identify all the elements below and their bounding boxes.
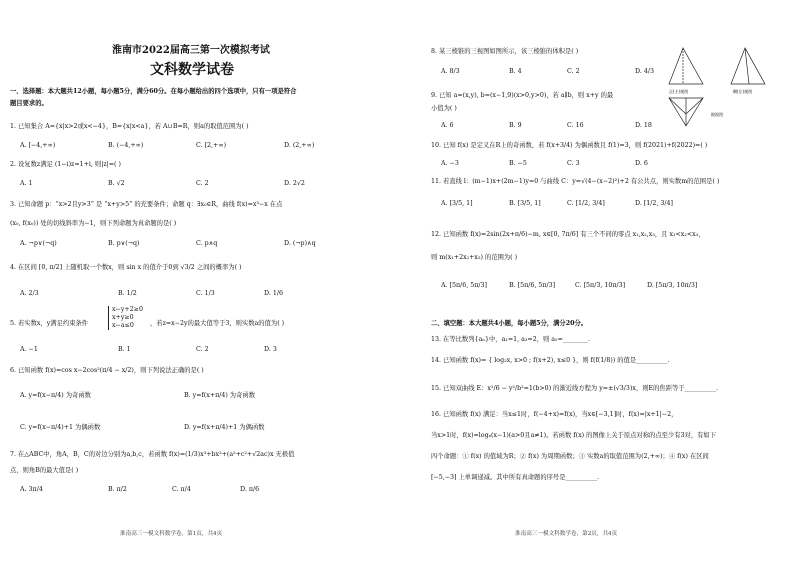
q4-option-a[interactable]: A. 2/3 xyxy=(20,290,39,297)
q11-option-a[interactable]: A. [3/5, 1] xyxy=(441,200,473,207)
page-1-footer: 淮南高三一模文科数学卷，第1页，共4页 xyxy=(120,531,223,537)
question-9: 9. 已知 a=(x,y), b=(x−1,9)(x>0,y>0)，若 a∥b，则 x+y 的最 xyxy=(431,92,614,99)
question-13: 13. 在等比数列{aₙ}中，a₁=1, a₃=2，则 a₅=________. xyxy=(431,336,591,343)
q2-option-c[interactable]: C. 2 xyxy=(196,180,209,187)
question-16-line-2: 当x>1时，f(x)=logₐ(x−1)(a>0且a≠1)。若函数 f(x) 的图像上关于原点对称的点至少有3对，有如下 xyxy=(431,432,717,439)
exam-page-2 xyxy=(397,0,794,561)
question-10: 10. 已知 f(x) 是定义在R上的奇函数，若 f(x+3/4) 为偶函数且 f(1)=3，则 f(2021)+f(2022)=( ) xyxy=(431,142,708,149)
q5-option-c[interactable]: C. 2 xyxy=(196,346,209,353)
exam-title: 淮南市2022届高三第一次模拟考试 xyxy=(112,45,270,56)
q4-option-d[interactable]: D. 1/6 xyxy=(264,290,283,297)
q7-option-c[interactable]: C. π/4 xyxy=(172,486,191,493)
exam-subtitle: 文科数学试卷 xyxy=(150,62,234,78)
question-4: 4. 在区间 [0, π/2] 上随机取一个数x，则 sin x 的值介于0到 √3/2 之间的概率为( ) xyxy=(10,264,242,271)
q4-option-b[interactable]: B. 1/2 xyxy=(118,290,137,297)
question-15: 15. 已知双曲线 E：x²/6 − y²/b²=1(b>0) 的渐近线方程为 y=±(√3/3)x，则E的焦距等于__________. xyxy=(431,385,719,392)
question-9-cont: 小值为( ) xyxy=(431,105,457,112)
q5-constraint-1: x−y+2≥0 xyxy=(112,306,143,313)
q4-option-c[interactable]: C. 1/3 xyxy=(196,290,215,297)
q12-option-d[interactable]: D. [5π/3, 10π/3] xyxy=(647,282,698,289)
q8-option-a[interactable]: A. 8/3 xyxy=(441,68,460,75)
question-7: 7. 在△ABC中，角A，B，C的对边分别为a,b,c，若函数 f(x)=(1/3)x³+bx²+(a²+c²+√2ac)x 无极值 xyxy=(10,451,295,458)
q1-option-b[interactable]: B. (−4,+∞) xyxy=(108,142,144,149)
question-6: 6. 已知函数 f(x)=cos x−2cos²(π/4 − x/2)，则下列说法正确的是( ) xyxy=(10,367,204,374)
q2-option-a[interactable]: A. 1 xyxy=(20,180,33,187)
q3-option-c[interactable]: C. p∧q xyxy=(196,240,218,247)
top-view-label: 俯视图 xyxy=(711,112,723,117)
q6-option-a[interactable]: A. y=f(x−π/4) 为奇函数 xyxy=(20,392,91,399)
page-2-footer: 淮南高三一模文科数学卷，第2页，共4页 xyxy=(515,531,618,537)
q3-option-a[interactable]: A. ¬p∨(¬q) xyxy=(20,240,57,247)
q5-option-a[interactable]: A. −1 xyxy=(20,346,38,353)
side-view-icon xyxy=(731,48,765,84)
q2-option-b[interactable]: B. √2 xyxy=(108,180,125,187)
q5-constraint-2: x+y≥0 xyxy=(112,314,134,321)
q1-option-d[interactable]: D. (2,+∞) xyxy=(284,142,315,149)
top-view-icon xyxy=(669,98,703,126)
q11-option-c[interactable]: C. [1/2, 3/4] xyxy=(567,200,605,207)
q12-option-c[interactable]: C. [5π/3, 10π/3] xyxy=(575,282,626,289)
section-1-heading: 一、选择题：本大题共12小题，每小题5分，满分60分。在每小题给出的四个选项中，只有一项是符合 xyxy=(10,88,297,95)
q10-option-a[interactable]: A. −3 xyxy=(441,160,459,167)
section-1-heading-cont: 题目要求的。 xyxy=(10,100,48,107)
q9-option-a[interactable]: A. 6 xyxy=(441,122,454,129)
q8-option-b[interactable]: B. 4 xyxy=(509,68,522,75)
question-7-cont: 点，则角B的最大值是( ) xyxy=(10,467,79,474)
q12-option-a[interactable]: A. [5π/6, 5π/3] xyxy=(441,282,488,289)
q8-option-c[interactable]: C. 2 xyxy=(567,68,580,75)
q2-option-d[interactable]: D. 2√2 xyxy=(284,180,305,187)
question-3-cont: (x₀, f(x₀)) 处的切线斜率为−1，则下列命题为真命题的是( ) xyxy=(10,220,177,227)
q7-option-a[interactable]: A. 3π/4 xyxy=(20,486,43,493)
question-2: 2. 设复数z满足 (1−i)z=1+i, 则|z|=( ) xyxy=(10,161,121,168)
q5-option-b[interactable]: B. 1 xyxy=(118,346,131,353)
section-2-heading: 二、填空题：本大题共4小题，每小题5分，满分20分。 xyxy=(431,320,588,327)
question-3: 3. 已知命题 p：“x>2且y>3” 是 “x+y>5” 的充要条件；命题 q：∃x₀∈R，曲线 f(x)=x³−x 在点 xyxy=(10,201,283,208)
q10-option-c[interactable]: C. 3 xyxy=(567,160,580,167)
question-16: 16. 已知函数 f(x) 满足：当x≤1时，f(−4+x)=f(x)，当x∈[−3,1]时，f(x)=|x+1|−2， xyxy=(431,411,678,418)
q5-constraint-3: x−a≤0 xyxy=(112,322,134,329)
q3-option-d[interactable]: D. (¬p)∧q xyxy=(284,240,316,247)
q1-option-c[interactable]: C. [2,+∞) xyxy=(196,142,227,149)
q6-option-b[interactable]: B. y=f(x+π/4) 为奇函数 xyxy=(184,392,255,399)
q3-option-b[interactable]: B. p∨(¬q) xyxy=(108,240,140,247)
q6-option-d[interactable]: D. y=f(x+π/4)+1 为偶函数 xyxy=(184,424,265,431)
q1-option-a[interactable]: A. [−4,+∞) xyxy=(20,142,56,149)
front-view-label: 正(主)视图 xyxy=(669,89,689,94)
question-16-line-4: [−5,−3] 上单调递减。其中所有真命题的序号是__________. xyxy=(431,474,600,481)
question-5: 5. 若实数x，y满足约束条件 xyxy=(10,320,89,327)
question-11: 11. 若直线 l：(m−1)x+(2m−1)y=0 与曲线 C：y=√(4−(x−2)²)+2 有公共点，则实数m的范围是( ) xyxy=(431,178,720,185)
q11-option-b[interactable]: B. [3/5, 1] xyxy=(509,200,541,207)
q9-option-d[interactable]: D. 18 xyxy=(635,122,652,129)
q5-constraint-system xyxy=(108,306,143,330)
question-12: 12. 已知函数 f(x)=2sin(2x+π/6)−m, x∈[0, 7π/6] 有三个不同的零点 x₁,x₂,x₃，且 x₁<x₂<x₃， xyxy=(431,231,705,238)
q12-option-b[interactable]: B. [5π/6, 5π/3] xyxy=(509,282,556,289)
q10-option-b[interactable]: B. −5 xyxy=(509,160,527,167)
q10-option-d[interactable]: D. 6 xyxy=(635,160,648,167)
question-16-line-3: 四个命题：① f(x) 的值域为R；② f(x) 为周期函数；③ 实数a的取值范围为(2,+∞)；④ f(x) 在区间 xyxy=(431,453,709,460)
q7-option-d[interactable]: D. π/6 xyxy=(240,486,260,493)
question-5-cont: ，若z=x−2y的最大值等于3，则实数a的值为( ) xyxy=(150,320,285,327)
q8-option-d[interactable]: D. 4/3 xyxy=(635,68,654,75)
q9-option-b[interactable]: B. 9 xyxy=(509,122,522,129)
q11-option-d[interactable]: D. [1/2, 3/4] xyxy=(635,200,674,207)
question-14: 14. 已知函数 f(x)= { log₂x, x>0 ; f(x+2), x≤0 }，则 f(f(1/8)) 的值是__________. xyxy=(431,357,670,364)
q7-option-b[interactable]: B. π/2 xyxy=(108,486,127,493)
q6-option-c[interactable]: C. y=f(x−π/4)+1 为偶函数 xyxy=(20,424,101,431)
front-view-icon xyxy=(669,48,703,84)
q9-option-c[interactable]: C. 16 xyxy=(567,122,584,129)
q5-option-d[interactable]: D. 3 xyxy=(264,346,277,353)
question-1: 1. 已知集合 A={x|x>2或x<−4}，B={x|x<a}，若 A∪B=R，则a的取值范围为( ) xyxy=(10,123,249,130)
question-12-cont: 则 m(x₁+2x₂+x₃) 的范围为( ) xyxy=(431,254,518,261)
side-view-label: 侧(左)视图 xyxy=(733,89,753,94)
three-view-figure xyxy=(665,44,779,132)
question-8: 8. 某三棱锥的三视图如图所示，该三棱锥的体积是( ) xyxy=(431,48,579,55)
